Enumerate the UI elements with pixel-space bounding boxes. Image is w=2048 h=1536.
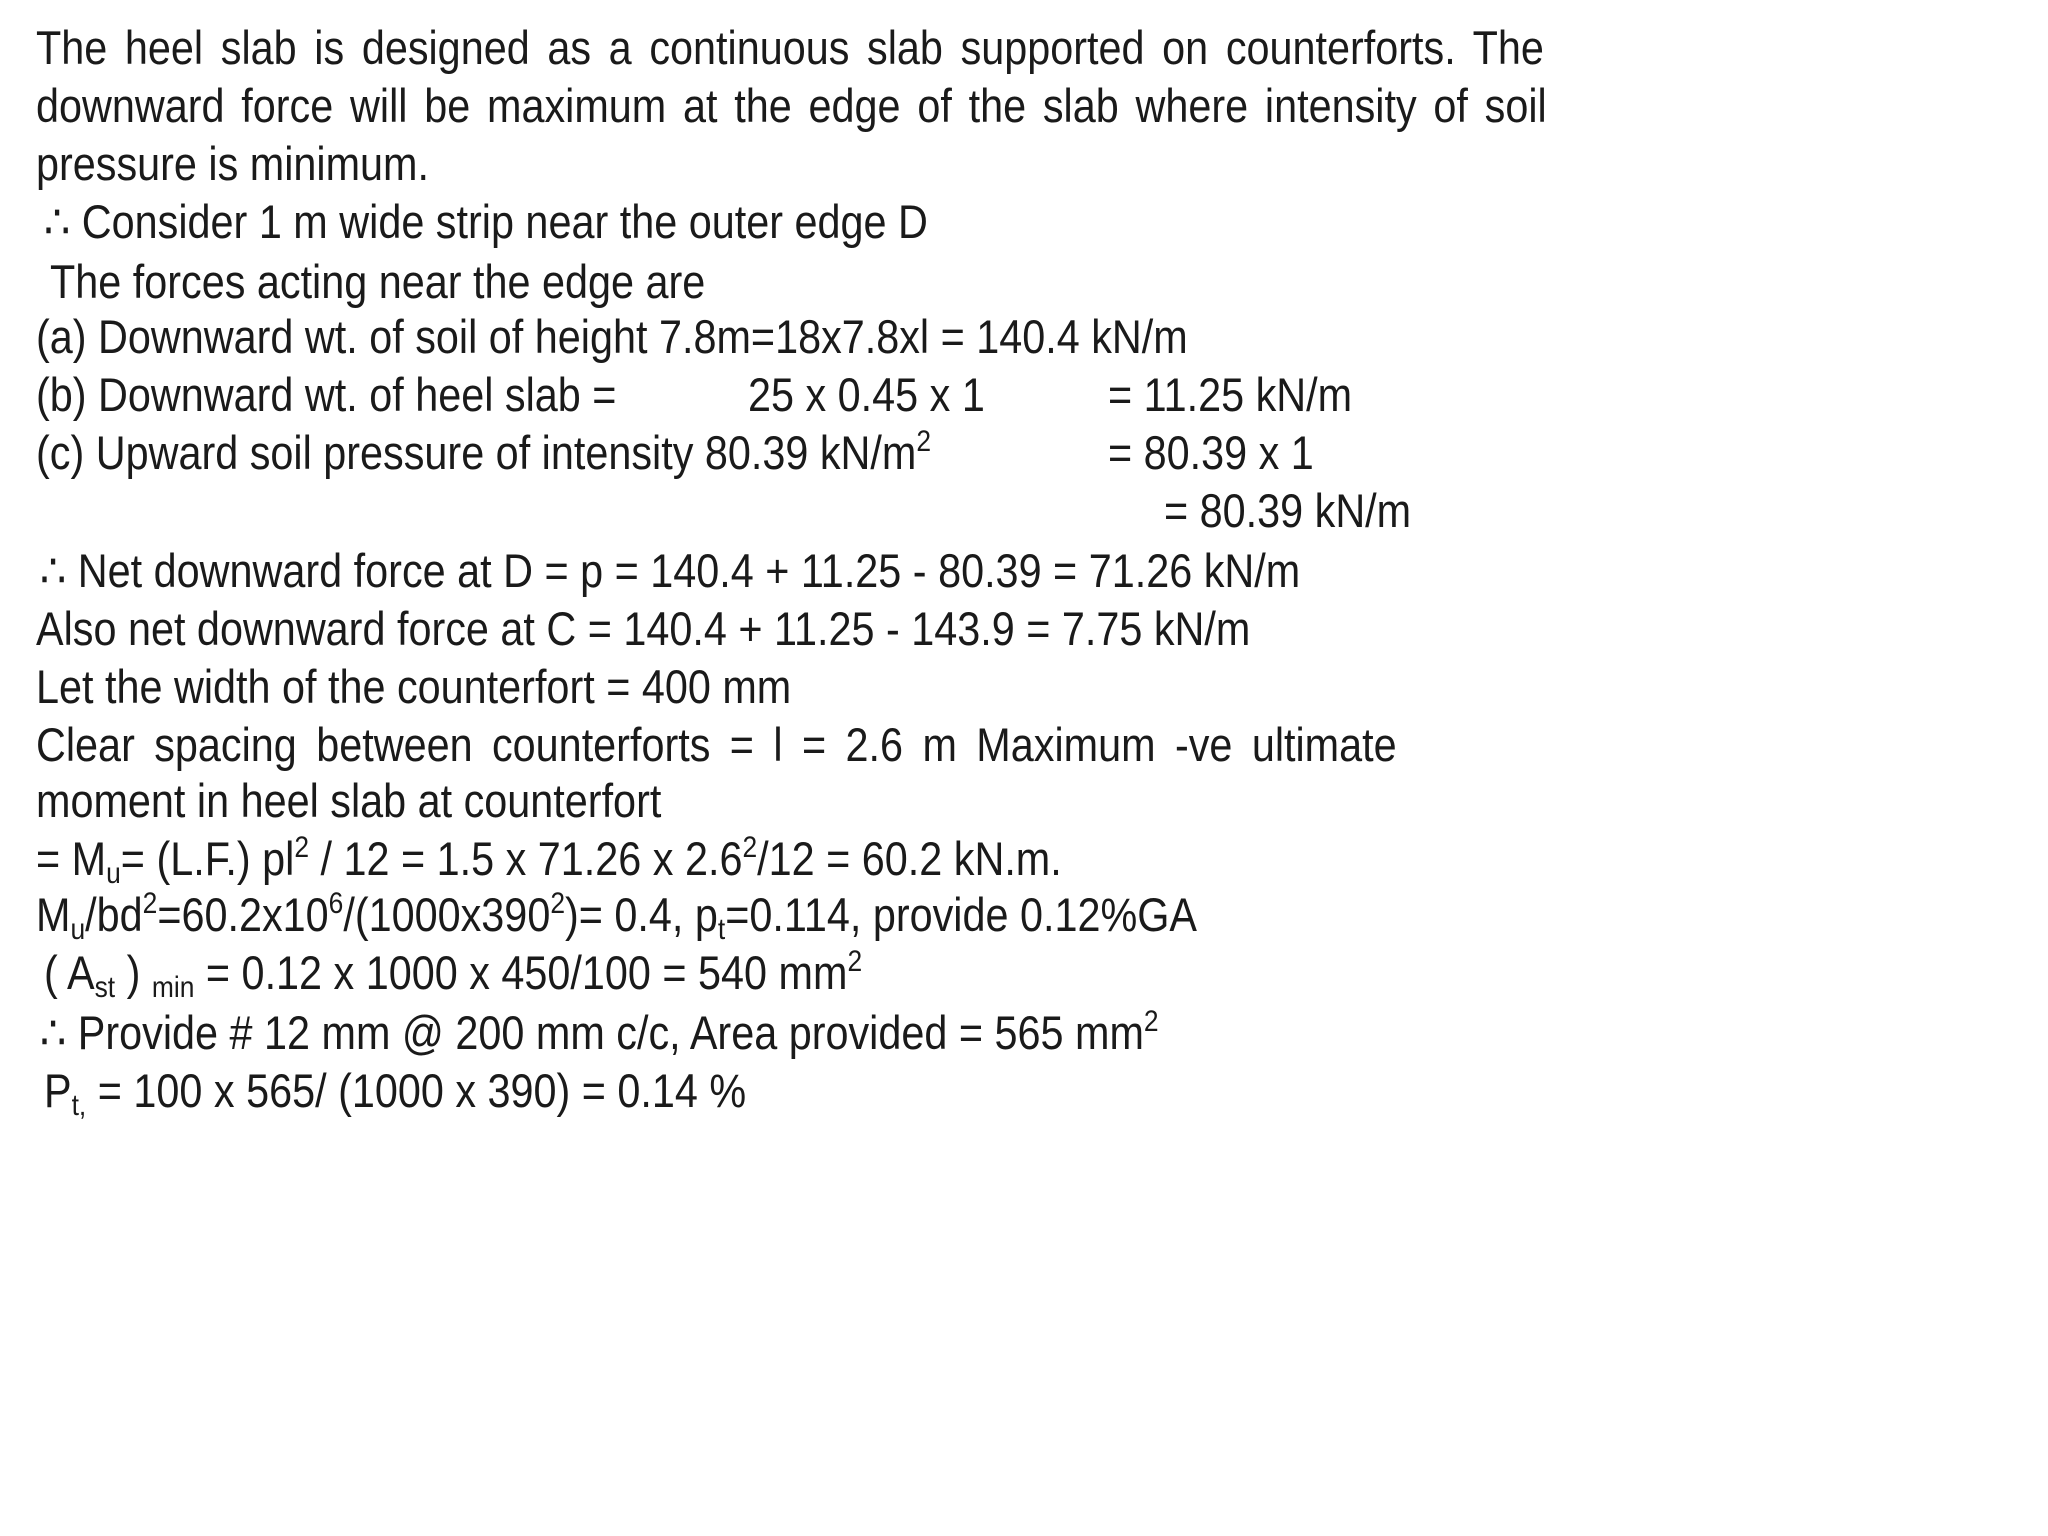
moment-sup1: 2 bbox=[294, 831, 310, 864]
force-c-result: = 80.39 kN/m bbox=[1164, 484, 1412, 537]
ast-sub1: st bbox=[94, 971, 116, 1004]
ast-min-equation bbox=[44, 945, 863, 1004]
moment-sup2: 2 bbox=[742, 831, 758, 864]
ratio-p4: /(1000x390 bbox=[343, 888, 551, 941]
moment-p3: / 12 = 1.5 x 71.26 x 2.6 bbox=[309, 832, 743, 885]
ast-p3: = 0.12 x 1000 x 450/100 = 540 mm bbox=[194, 946, 848, 999]
pt-sub1: t, bbox=[71, 1089, 87, 1122]
ratio-sup2: 6 bbox=[328, 887, 344, 920]
ratio-sup3: 2 bbox=[550, 887, 566, 920]
moment-sub1: u bbox=[106, 857, 121, 890]
ratio-sub1: u bbox=[70, 913, 86, 946]
ast-p1: ( A bbox=[44, 946, 95, 999]
moment-equation bbox=[36, 831, 1062, 890]
net-force-d: ∴ Net downward force at D = p = 140.4 + 11.25 - 80.39 = 71.26 kN/m bbox=[40, 544, 1301, 597]
ratio-sup1: 2 bbox=[142, 887, 158, 920]
counterfort-width: Let the width of the counterfort = 400 mm bbox=[36, 660, 792, 713]
moment-p2: = (L.F.) pl bbox=[120, 832, 295, 885]
ast-sub2: min bbox=[151, 971, 195, 1004]
force-c-label bbox=[36, 425, 932, 479]
ratio-sub2: t bbox=[717, 913, 726, 946]
ratio-p1: M bbox=[36, 888, 71, 941]
pt-p2: = 100 x 565/ (1000 x 390) = 0.14 % bbox=[86, 1064, 747, 1117]
paragraph-line-1: The heel slab is designed as a continuous slab supported on counterforts. The bbox=[36, 21, 1544, 74]
paragraph-line-3: pressure is minimum. bbox=[36, 137, 430, 190]
net-force-c: Also net downward force at C = 140.4 + 11.25 - 143.9 = 7.75 kN/m bbox=[36, 602, 1251, 655]
provide-sup1: 2 bbox=[1143, 1005, 1159, 1038]
force-c-label-sup: 2 bbox=[916, 425, 932, 458]
force-c-label-text: (c) Upward soil pressure of intensity 80.39 kN/m bbox=[36, 426, 917, 479]
pt-p1: P bbox=[44, 1064, 72, 1117]
force-b-label: (b) Downward wt. of heel slab = bbox=[36, 368, 617, 421]
consider-line: ∴ Consider 1 m wide strip near the outer edge D bbox=[44, 195, 928, 248]
moment-p4: /12 = 60.2 kN.m. bbox=[757, 832, 1062, 885]
ast-p2: ) bbox=[115, 946, 152, 999]
pt-equation bbox=[44, 1064, 747, 1122]
provide-p1: ∴ Provide # 12 mm @ 200 mm c/c, Area provided = 565 mm bbox=[40, 1006, 1144, 1059]
ratio-p6: =0.114, provide 0.12%GA bbox=[725, 888, 1197, 941]
ratio-p5: )= 0.4, p bbox=[565, 888, 718, 941]
ratio-p2: /bd bbox=[85, 888, 143, 941]
forces-intro: The forces acting near the edge are bbox=[50, 255, 706, 308]
force-b-result: = 11.25 kN/m bbox=[1108, 368, 1353, 421]
force-a: (a) Downward wt. of soil of height 7.8m=18x7.8xl = 140.4 kN/m bbox=[36, 310, 1188, 363]
provide-line bbox=[40, 1005, 1159, 1059]
spacing-line-1: Clear spacing between counterforts = l = 2.6 m Maximum -ve ultimate bbox=[36, 718, 1397, 771]
moment-p1: = M bbox=[36, 832, 107, 885]
ast-sup1: 2 bbox=[847, 945, 863, 978]
paragraph-line-2: downward force will be maximum at the edge of the slab where intensity of soil bbox=[36, 79, 1547, 132]
ratio-equation bbox=[36, 887, 1197, 946]
ratio-p3: =60.2x10 bbox=[157, 888, 329, 941]
force-b-expr: 25 x 0.45 x 1 bbox=[748, 368, 985, 421]
force-c-expr: = 80.39 x 1 bbox=[1108, 426, 1314, 479]
spacing-line-2: moment in heel slab at counterfort bbox=[36, 774, 662, 827]
